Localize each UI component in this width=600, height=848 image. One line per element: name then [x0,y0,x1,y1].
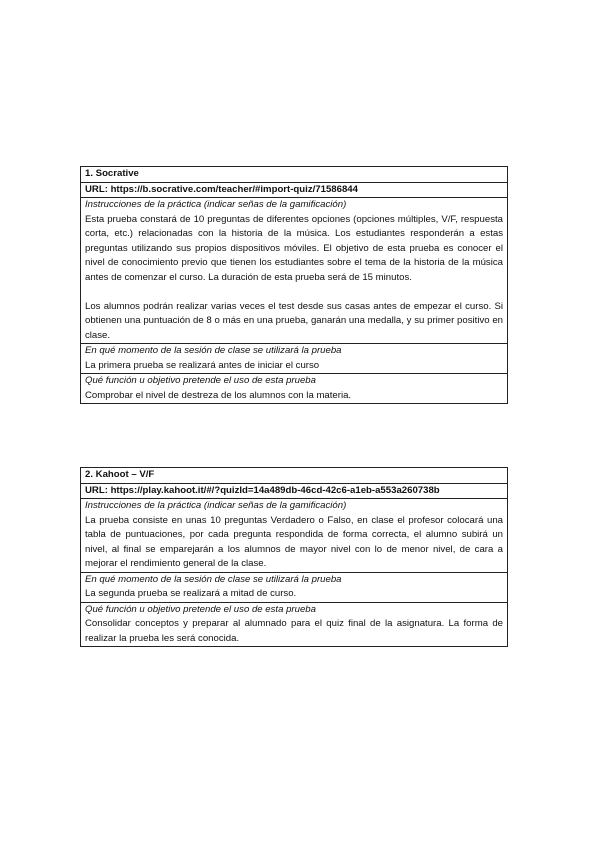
instructions-paragraph-2: Los alumnos podrán realizar varias veces el test desde sus casas antes de empezar el curso. Si obtienen una puntuación de 8 o más en una prueba, ganarán una medalla, y su primer positivo en clase. [85,300,503,341]
instructions-label: Instrucciones de la práctica (indicar señas de la gamificación) [85,199,347,210]
function-text: Comprobar el nivel de destreza de los alumnos con la materia. [85,389,352,401]
moment-text: La segunda prueba se realizará a mitad de curso. [85,588,297,599]
kahoot-table [80,467,508,647]
instructions-paragraph-1: La prueba consiste en unas 10 preguntas Verdadero o Falso, en clase el profesor colocará una tabla de puntuaciones, por cada pregunta respondida de forma correcta, el alumno subirá un nivel, al final se emparejarán a los alumnos de mayor nivel con lo de menor nivel, de cara a mejorar el rendimiento general de la clase. [85,514,503,569]
section-url[interactable]: URL: https://b.socrative.com/teacher/#import-quiz/71586844 [81,183,507,199]
moment-cell [81,344,507,374]
instructions-cell [81,198,507,344]
section-title: 1. Socrative [81,167,507,183]
moment-cell [81,573,507,603]
instructions-paragraph-1: Esta prueba constará de 10 preguntas de diferentes opciones (opciones múltiples, V/F, respuesta corta, etc.) relacionadas con la historia de la música. Los estudiantes responderán a estas preguntas utilizando sus propios dispositivos móviles. El objetivo de esta prueba es conocer el nivel de conocimiento previo que tienen los estudiantes sobre el tema de la historia de la música antes de comenzar el curso. La duración de esta prueba será de 15 minutos. [85,213,503,283]
function-text: Consolidar conceptos y preparar al alumnado para el quiz final de la asignatura. La forma de realizar la prueba les será conocida. [85,618,503,644]
instructions-cell [81,499,507,573]
section-title: 2. Kahoot – V/F [81,468,507,484]
function-label: Qué función u objetivo pretende el uso de esta prueba [85,603,316,615]
moment-label: En qué momento de la sesión de clase se utilizará la prueba [85,345,342,356]
function-cell [81,603,507,647]
function-cell [81,374,507,403]
instructions-label: Instrucciones de la práctica (indicar señas de la gamificación) [85,500,347,511]
moment-text: La primera prueba se realizará antes de iniciar el curso [85,359,320,371]
function-label: Qué función u objetivo pretende el uso de esta prueba [85,375,316,386]
section-url[interactable]: URL: https://play.kahoot.it/#/?quizId=14a489db-46cd-42c6-a1eb-a553a260738b [81,484,507,500]
socrative-table [80,166,508,404]
moment-label: En qué momento de la sesión de clase se utilizará la prueba [85,573,342,585]
